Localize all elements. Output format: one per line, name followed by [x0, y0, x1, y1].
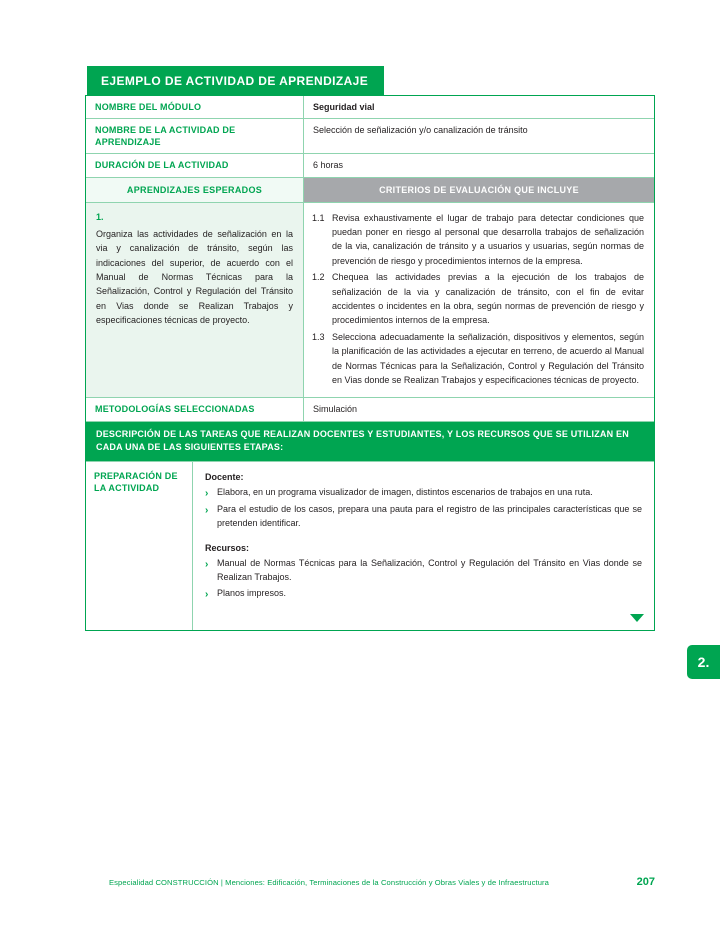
table-row-module — [86, 96, 654, 119]
document-content — [85, 66, 655, 631]
criterion-text: Selecciona adecuadamente la señalización, dispositivos y elementos, según la planificación de las actividades a ejecutar en terreno, de acuerdo al Manual de Normas Técnicas para la Señalización, Control y Regulación del Tránsito en Vias donde se Realizan Trabajos y especificaciones técnicas de proyecto. — [332, 331, 644, 385]
criterion-text: Revisa exhaustivamente el lugar de trabajo para detectar condiciones que puedan poner en riesgo al personal que desarrolla trabajos de señalización de la via, canalización de tránsito y a usuarios y usuarias, según normas de prevención de riesgo y procedimientos internos de la empresa. — [332, 212, 644, 266]
chevron-bullet-icon: › — [205, 487, 209, 499]
list-item — [205, 486, 642, 502]
methodology-value: Simulación — [313, 404, 358, 415]
table-header-row — [86, 178, 654, 203]
criterion-item — [312, 211, 644, 269]
criterion-text: Chequea las actividades previas a la ejecución de los trabajos de señalización de la via y canalización de tránsito, con el fin de evitar accidentes o incidentes en la obra, según normas de prevención de riesgo y procedimientos internos de la empresa. — [332, 272, 644, 326]
preparation-row — [86, 462, 654, 631]
chapter-side-tab: 2. — [687, 645, 720, 679]
preparation-label: PREPARACIÓN DE LA ACTIVIDAD — [86, 462, 193, 631]
table-row-methodology — [86, 398, 654, 421]
list-item-text: Elabora, en un programa visualizador de imagen, distintos escenarios de trabajos en una ruta. — [217, 486, 593, 497]
criterion-number: 1.2 — [312, 272, 325, 283]
table-row-duration — [86, 154, 654, 177]
title-banner-label: EJEMPLO DE ACTIVIDAD DE APRENDIZAJE — [101, 74, 369, 88]
activity-name-label: NOMBRE DE LA ACTIVIDAD DE APRENDIZAJE — [86, 119, 304, 153]
footer-text: Especialidad CONSTRUCCIÓN | Menciones: Edificación, Terminaciones de la Construcción y Obras Viales y de Infraestructura — [109, 878, 549, 887]
title-banner — [87, 66, 384, 95]
activity-name-value: Selección de señalización y/o canalización de tránsito — [313, 125, 528, 136]
preparation-content — [193, 462, 654, 631]
module-label: NOMBRE DEL MÓDULO — [86, 96, 304, 118]
chevron-bullet-icon: › — [205, 558, 209, 570]
docente-title: Docente: — [205, 471, 244, 482]
recursos-title: Recursos: — [205, 542, 250, 553]
list-item — [205, 503, 642, 531]
duration-label: DURACIÓN DE LA ACTIVIDAD — [86, 154, 304, 176]
expected-learning-cell — [86, 203, 304, 398]
list-item-text: Planos impresos. — [217, 587, 287, 598]
list-item — [205, 587, 642, 603]
expected-learning-number: 1. — [96, 211, 104, 222]
evaluation-criteria-cell — [304, 203, 654, 398]
methodology-label: METODOLOGÍAS SELECCIONADAS — [86, 398, 304, 420]
chevron-bullet-icon: › — [205, 588, 209, 600]
criterion-number: 1.3 — [312, 331, 325, 342]
criterion-item — [312, 330, 644, 388]
expected-learning-text: Organiza las actividades de señalización en la via y canalización de tránsito, según las indicaciones del superior, de acuerdo con el Manual de Normas Técnicas para la Señalización, Control y Regulación del Tránsito en Vias donde se Realizan Trabajos y especificaciones técnicas de proyecto. — [96, 228, 293, 326]
criterion-number: 1.1 — [312, 212, 325, 223]
activity-table — [85, 95, 655, 631]
list-item — [205, 557, 642, 585]
evaluation-criteria-header: CRITERIOS DE EVALUACIÓN QUE INCLUYE — [304, 178, 654, 202]
page-footer — [85, 876, 655, 888]
continuation-arrow-icon — [630, 614, 644, 622]
chevron-bullet-icon: › — [205, 505, 209, 517]
criterion-item — [312, 270, 644, 328]
module-value: Seguridad vial — [313, 102, 375, 112]
description-banner: DESCRIPCIÓN DE LAS TAREAS QUE REALIZAN DOCENTES Y ESTUDIANTES, Y LOS RECURSOS QUE SE UTILIZAN EN CADA UNA DE LAS SIGUIENTES ETAPAS: — [86, 422, 654, 462]
duration-value: 6 horas — [313, 160, 344, 171]
table-row-activity-name — [86, 119, 654, 154]
list-item-text: Manual de Normas Técnicas para la Señalización, Control y Regulación del Tránsito en Vias donde se Realizan Trabajos. — [217, 557, 642, 582]
page-number: 207 — [636, 876, 655, 888]
list-item-text: Para el estudio de los casos, prepara una pauta para el registro de las principales características que se pretenden identificar. — [217, 504, 642, 528]
learning-content-row — [86, 203, 654, 399]
expected-learning-header: APRENDIZAJES ESPERADOS — [86, 178, 304, 202]
